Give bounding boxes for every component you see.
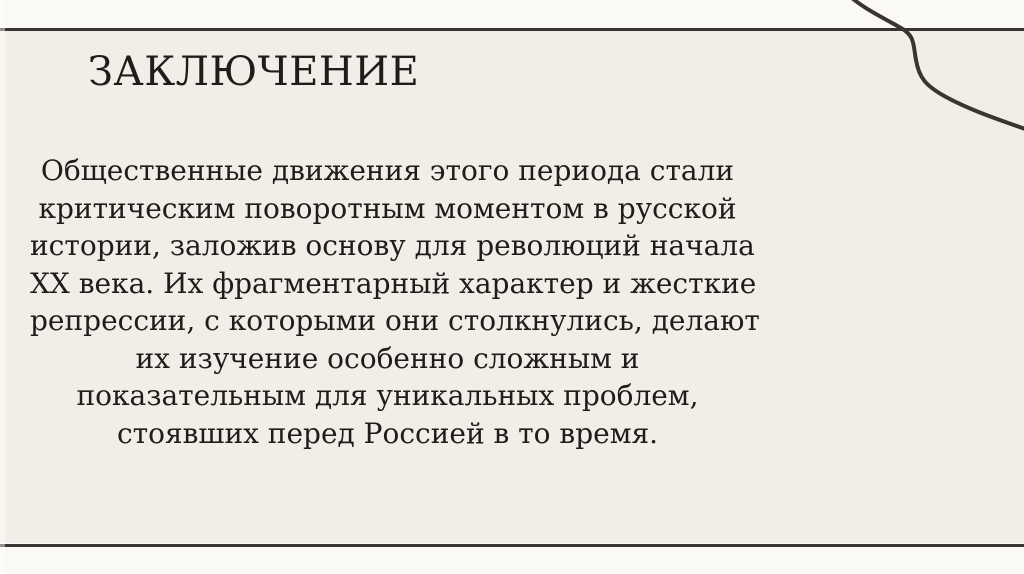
body-text-line: репрессии, с которыми они столкнулись, делают bbox=[30, 304, 760, 337]
body-text-line: стоявших перед Россией в то время. bbox=[116, 416, 659, 450]
body-text-line: критическим поворотным моментом в русской bbox=[38, 191, 737, 225]
slide-title: ЗАКЛЮЧЕНИЕ bbox=[88, 49, 420, 95]
conclusion-paragraph bbox=[30, 152, 760, 452]
body-text-line: Общественные движения этого периода стали bbox=[40, 154, 735, 187]
body-text-line: XX века. Их фрагментарный характер и жесткие bbox=[30, 266, 757, 300]
left-edge-highlight bbox=[0, 0, 5, 574]
top-margin bbox=[0, 0, 1024, 28]
top-border-line bbox=[0, 28, 1024, 31]
body-text-line: истории, заложив основу для революций начала bbox=[30, 229, 755, 262]
body-text-line: их изучение особенно сложным и bbox=[135, 341, 640, 375]
bottom-margin bbox=[0, 547, 1024, 574]
bottom-border-line bbox=[0, 544, 1024, 547]
body-text-line: показательным для уникальных проблем, bbox=[76, 379, 699, 412]
